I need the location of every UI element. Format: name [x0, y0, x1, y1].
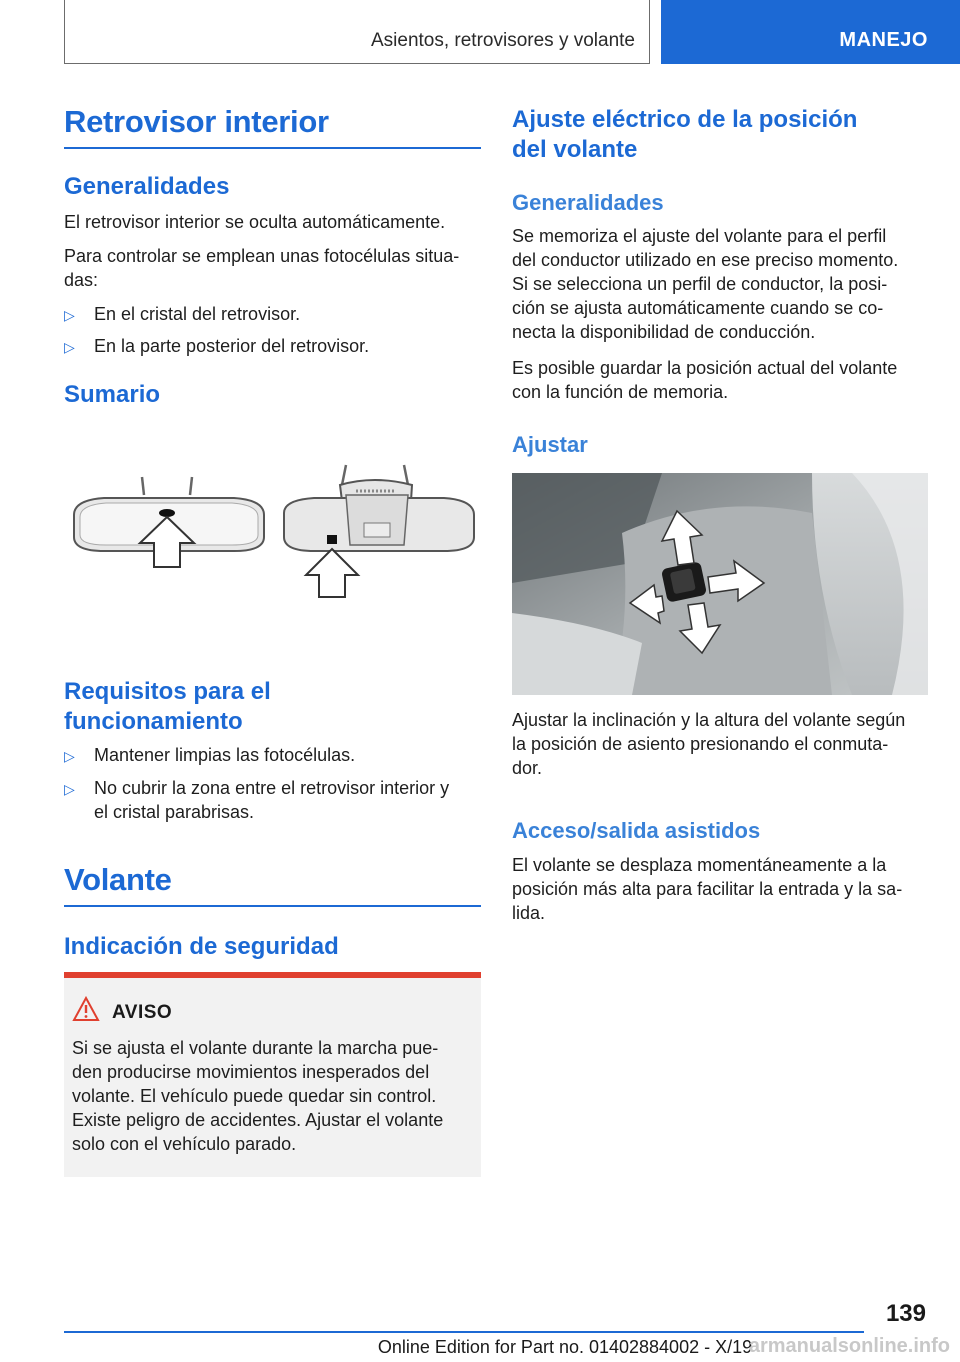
paragraph-memoria-l1: Es posible guardar la posición actual del volante	[512, 358, 898, 378]
heading-volante: Volante	[64, 862, 172, 897]
warning-triangle-icon	[72, 996, 100, 1022]
heading-generalidades: Generalidades	[64, 173, 230, 200]
heading-requisitos-l2: funcionamiento	[64, 708, 243, 735]
heading-sumario: Sumario	[64, 381, 161, 408]
heading-generalidades-right: Generalidades	[512, 190, 664, 215]
paragraph-ajustar-l1: Ajustar la inclinación y la altura del volante según	[512, 710, 906, 730]
paragraph-memoria-l2: con la función de memoria.	[512, 382, 729, 402]
footer-edition: Online Edition for Part no. 01402884002 - X/19	[377, 1337, 753, 1357]
paragraph-retrovisor-oculta: El retrovisor interior se oculta automáticamente.	[64, 212, 446, 232]
warning-text-l4: Existe peligro de accidentes. Ajustar el volante	[72, 1110, 444, 1130]
header-section-box	[64, 0, 650, 64]
heading-indicacion-seguridad: Indicación de seguridad	[64, 933, 339, 960]
paragraph-memoriza-l2: del conductor utilizado en ese preciso momento.	[512, 250, 899, 270]
heading-ajuste-electrico-l2: del volante	[512, 136, 638, 163]
heading-acceso-salida: Acceso/salida asistidos	[512, 818, 761, 843]
bullet-triangle-icon: ▷	[64, 339, 75, 355]
bullet-triangle-icon: ▷	[64, 781, 75, 797]
header-section-title: Asientos, retrovisores y volante	[370, 30, 635, 51]
paragraph-acceso-l3: lida.	[512, 903, 546, 923]
heading-rule	[64, 147, 481, 149]
heading-rule	[64, 905, 481, 907]
paragraph-fotocelulas-l1: Para controlar se emplean unas fotocélulas situa-	[64, 246, 460, 266]
watermark: armanualsonline.info	[748, 1335, 950, 1357]
header-chapter-box	[661, 0, 960, 64]
paragraph-memoriza-l1: Se memoriza el ajuste del volante para el perfil	[512, 226, 887, 246]
warning-text-l5: solo con el vehículo parado.	[72, 1134, 297, 1154]
paragraph-acceso-l2: posición más alta para facilitar la entrada y la sa-	[512, 879, 903, 899]
paragraph-ajustar-l2: la posición de asiento presionando el conmuta-	[512, 734, 889, 754]
paragraph-memoriza-l5: necta la disponibilidad de conducción.	[512, 322, 816, 342]
warning-text-l2: den producirse movimientos inesperados del	[72, 1062, 430, 1082]
header-chapter-title: MANEJO	[839, 29, 928, 51]
page-number: 139	[885, 1300, 926, 1327]
heading-requisitos-l1: Requisitos para el	[64, 678, 271, 705]
heading-retrovisor-interior: Retrovisor interior	[64, 104, 329, 139]
paragraph-fotocelulas-l2: das:	[64, 270, 99, 290]
warning-title: AVISO	[112, 1002, 173, 1023]
mirror-illustration	[64, 455, 481, 605]
footer-rule	[64, 1331, 864, 1333]
paragraph-acceso-l1: El volante se desplaza momentáneamente a la	[512, 855, 887, 875]
bullet-triangle-icon: ▷	[64, 748, 75, 764]
paragraph-ajustar-l3: dor.	[512, 758, 543, 778]
warning-text-l3: volante. El vehículo puede quedar sin control.	[72, 1086, 437, 1106]
heading-ajustar: Ajustar	[512, 432, 588, 457]
warning-text-l1: Si se ajusta el volante durante la marcha pue-	[72, 1038, 439, 1058]
bullet-triangle-icon: ▷	[64, 307, 75, 323]
list-item-continuation: el cristal parabrisas.	[94, 802, 255, 822]
paragraph-memoriza-l4: ción se ajusta automáticamente cuando se co-	[512, 298, 884, 318]
heading-ajuste-electrico-l1: Ajuste eléctrico de la posición	[512, 106, 858, 133]
steering-adjust-photo	[512, 473, 928, 695]
paragraph-memoriza-l3: Si se selecciona un perfil de conductor, la posi-	[512, 274, 888, 294]
